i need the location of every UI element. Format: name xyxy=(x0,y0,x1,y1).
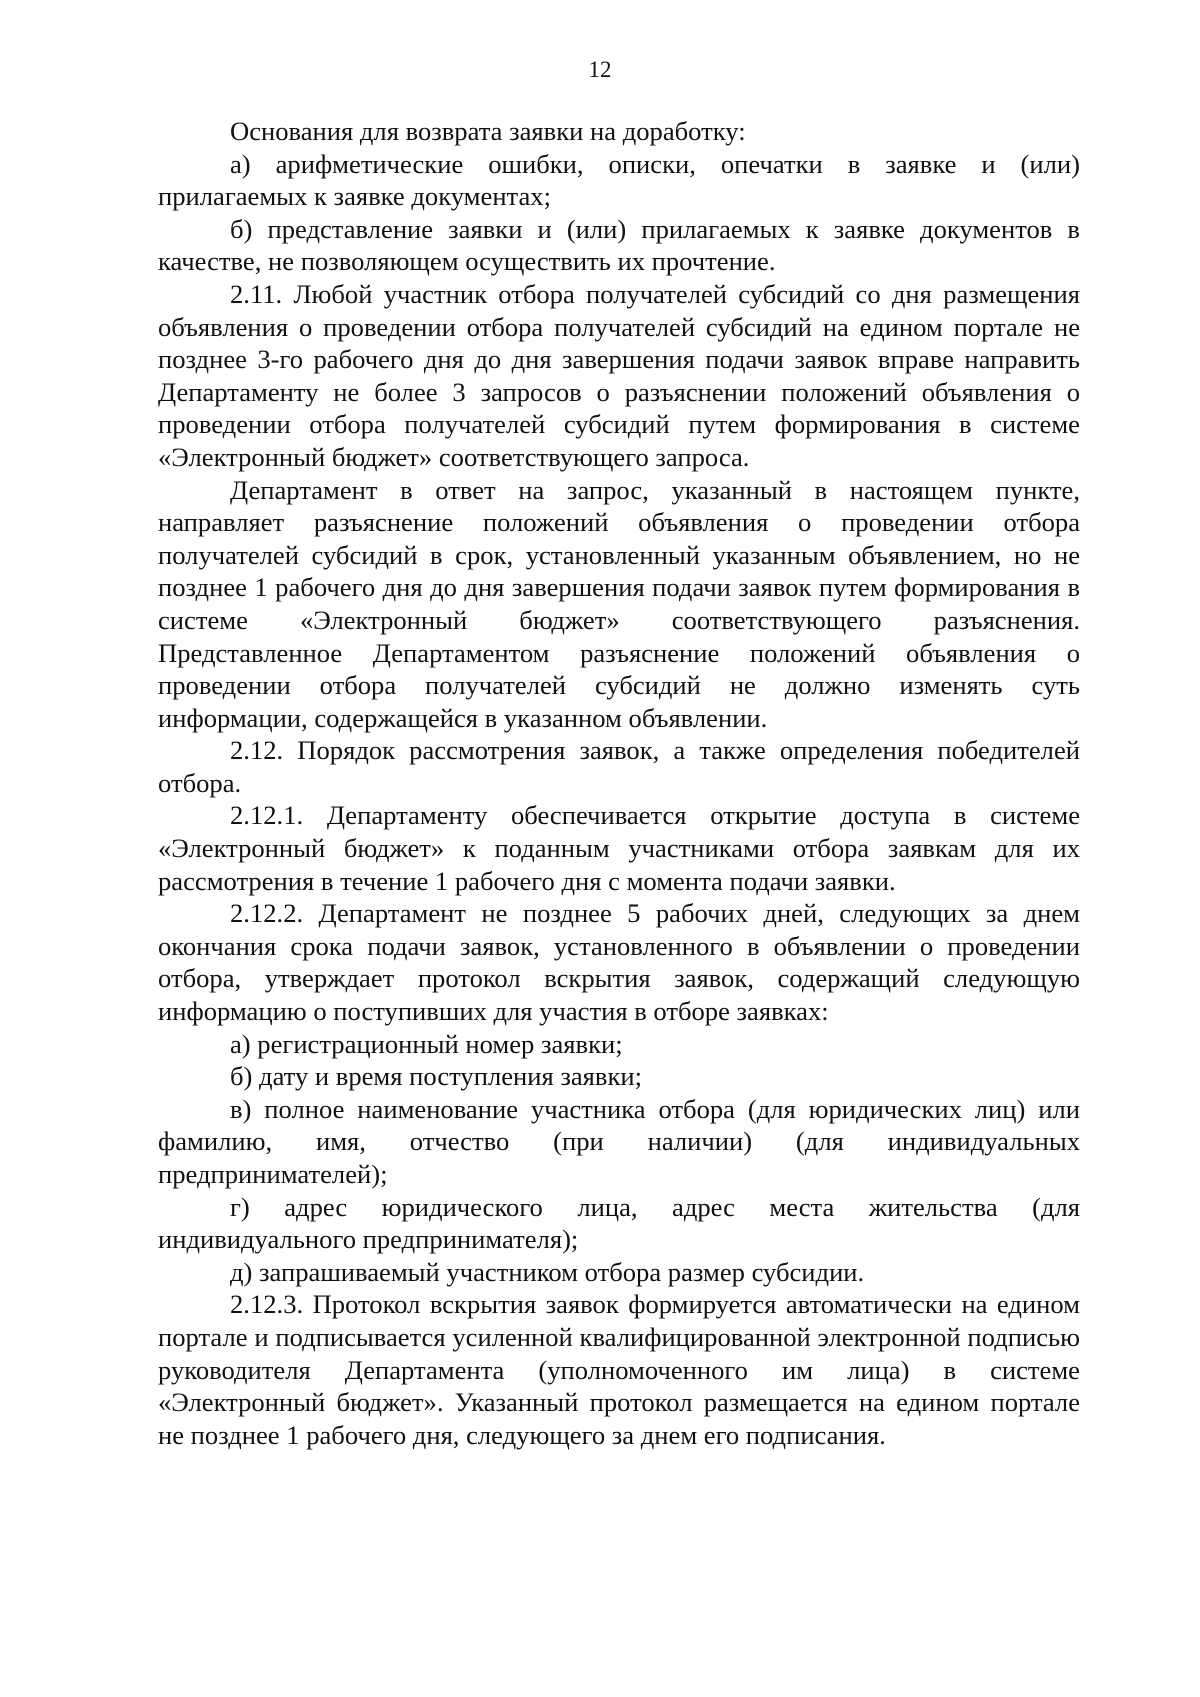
paragraph-list-a: а) регистрационный номер заявки; xyxy=(230,1028,623,1059)
paragraph-list-b: б) дату и время поступления заявки; xyxy=(230,1061,642,1092)
paragraph-return-grounds: Основания для возврата заявки на доработку: xyxy=(230,116,746,146)
paragraph-list-d: д) запрашиваемый участником отбора размер субсидии. xyxy=(230,1256,865,1287)
paragraph-item-a: а) арифметические ошибки, описки, опечатки в заявке и (или) прилагаемых к заявке документах; xyxy=(158,148,1080,212)
paragraph-department-response: Департамент в ответ на запрос, указанный в настоящем пункте, направляет разъяснение положений объявления о проведении отбора получателей субсидий в срок, установленный указанным объявлением, но не позднее 1 рабочего дня до дня завершения подачи заявок путем формирования в системе «Электронный бюджет» соответствующего разъяснения. Представленное Департаментом разъяснение положений объявления о проведении отбора получателей субсидий не должно изменять суть информации, содержащейся в указанном объявлении. xyxy=(158,474,1080,733)
paragraph-2-12-3: 2.12.3. Протокол вскрытия заявок формируется автоматически на едином портале и подписывается усиленной квалифицированной электронной подписью руководителя Департамента (уполномоченного им лица) в системе «Электронный бюджет». Указанный протокол размещается на едином портале не позднее 1 рабочего дня, следующего за днем его подписания. xyxy=(158,1289,1080,1450)
paragraph-2-12-2: 2.12.2. Департамент не позднее 5 рабочих дней, следующих за днем окончания срока подачи заявок, установленного в объявлении о проведении отбора, утверждает протокол вскрытия заявок, содержащий следующую информацию о поступивших для участия в отборе заявках: xyxy=(158,898,1080,1027)
document-body xyxy=(158,115,1080,1451)
paragraph-2-12-1: 2.12.1. Департаменту обеспечивается открытие доступа в системе «Электронный бюджет» к поданным участниками отбора заявкам для их рассмотрения в течение 1 рабочего дня с момента подачи заявки. xyxy=(158,800,1080,896)
paragraph-list-v: в) полное наименование участника отбора (для юридических лиц) или фамилию, имя, отчество (при наличии) (для индивидуальных предпринимателей); xyxy=(158,1093,1080,1189)
paragraph-list-g: г) адрес юридического лица, адрес места жительства (для индивидуального предпринимателя); xyxy=(158,1191,1080,1255)
paragraph-item-b: б) представление заявки и (или) прилагаемых к заявке документов в качестве, не позволяющем осуществить их прочтение. xyxy=(158,213,1080,277)
paragraph-2-12: 2.12. Порядок рассмотрения заявок, а также определения победителей отбора. xyxy=(158,735,1080,798)
paragraph-2-11: 2.11. Любой участник отбора получателей субсидий со дня размещения объявления о проведении отбора получателей субсидий на едином портале не позднее 3-го рабочего дня до дня завершения подачи заявок вправе направить Департаменту не более 3 запросов о разъяснении положений объявления о проведении отбора получателей субсидий путем формирования в системе «Электронный бюджет» соответствующего запроса. xyxy=(158,278,1080,472)
page-number: 12 xyxy=(588,57,612,82)
